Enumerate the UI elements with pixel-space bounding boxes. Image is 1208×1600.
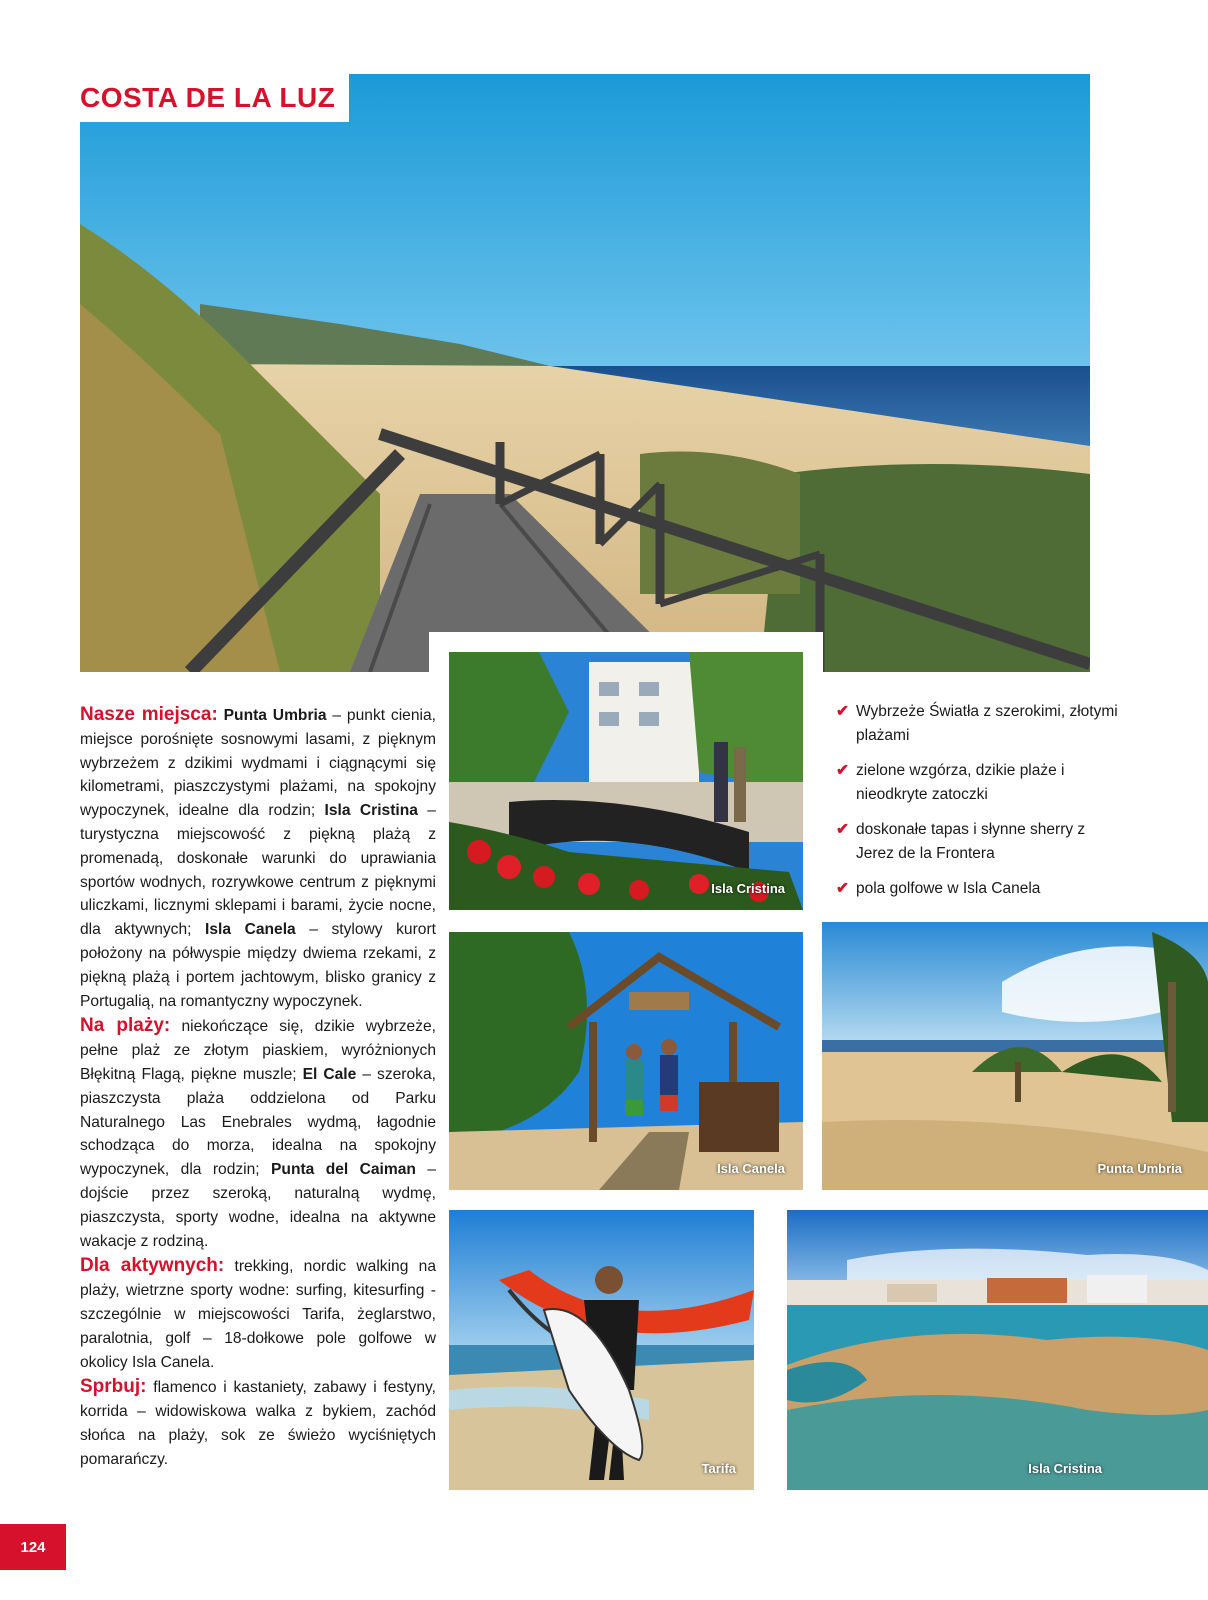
photo-isla-canela-gate [449, 932, 803, 1190]
body-text: flamenco i kastaniety, zabawy i festyny, korrida – widowiskowa walka z bykiem, zachód słońca na plaży, sok ze świeżo wyciśniętych pomarańczy. [80, 1379, 436, 1468]
highlight-text: zielone wzgórza, dzikie plaże i nieodkryte zatoczki [856, 762, 1065, 803]
place-name: Isla Cristina [324, 802, 418, 820]
section-heading: Na plaży: [80, 1015, 171, 1037]
highlight-item [836, 818, 1126, 866]
checkmark-icon: ✔ [836, 762, 849, 779]
body-text: – dojście przez szeroką, naturalną wydmę, piaszczysta, sporty wodne, idealna na aktywne wakacje z rodziną. [80, 1161, 436, 1250]
body-text: – turystyczna miejscowość z piękną plażą z promenadą, doskonałe warunki do uprawiania sportów wodnych, rozrywkowe centrum z pięknymi uliczkami, licznymi sklepami i barami, życie nocne, dla aktywnych; [80, 802, 436, 939]
page-title-box [80, 74, 349, 122]
section-heading: Dla aktywnych: [80, 1255, 225, 1277]
photo-isla-cristina-shore [787, 1210, 1208, 1490]
section-dla-aktywnych [80, 1254, 436, 1374]
page-title: COSTA DE LA LUZ [80, 82, 336, 113]
section-na-plazy [80, 1014, 436, 1253]
photo-caption: Isla Canela [717, 1161, 785, 1176]
section-nasze-miejsca [80, 703, 436, 1013]
checkmark-icon: ✔ [836, 703, 849, 720]
body-text: – punkt cienia, miejsce porośnięte sosnowymi lasami, z pięknym wybrzeżem z dzikimi wydmami i ciągnącymi się kilometrami, piaszczystymi plażami, na spokojny wypoczynek, idealne dla rodzin; [80, 707, 437, 820]
section-heading: Sprbuj: [80, 1376, 147, 1398]
photo-caption: Isla Cristina [1028, 1461, 1102, 1476]
place-name: Punta Umbria [223, 707, 327, 724]
highlights-list [836, 700, 1126, 912]
place-name: Punta del Caiman [271, 1161, 416, 1179]
highlight-item [836, 759, 1126, 807]
section-sprobuj [80, 1375, 436, 1471]
checkmark-icon: ✔ [836, 821, 849, 838]
place-name: Isla Canela [205, 921, 296, 939]
body-text: niekończące się, dzikie wybrzeże, pełne plaż ze złotym piaskiem, wyróżnionych Błękitną Flagą, piękne muszle; [80, 1018, 436, 1083]
checkmark-icon: ✔ [836, 880, 849, 897]
body-text: – szeroka, piaszczysta plaża oddzielona od Parku Naturalnego Las Enebrales wydmą, łagodnie schodząca do morza, idealna na spokojny wypoczynek, dla rodzin; [80, 1065, 436, 1179]
highlight-text: pola golfowe w Isla Canela [856, 880, 1041, 897]
photo-caption: Punta Umbria [1097, 1161, 1182, 1176]
highlight-text: doskonałe tapas i słynne sherry z Jerez de la Frontera [856, 821, 1086, 862]
body-text: trekking, nordic walking na plaży, wietrzne sporty wodne: surfing, kitesurfing - szczególnie w miejscowości Tarifa, żeglarstwo, paralotnia, golf – 18-dołkowe pole golfowe w okolicy Isla Canela. [80, 1258, 436, 1371]
highlight-item [836, 877, 1126, 901]
photo-punta-umbria-beach [822, 922, 1208, 1190]
article-text [80, 703, 436, 1473]
photo-tarifa-surfer [449, 1210, 754, 1490]
highlight-text: Wybrzeże Światła z szerokimi, złotymi plażami [856, 703, 1118, 744]
highlight-item [836, 700, 1126, 748]
photo-isla-cristina-street [449, 652, 803, 910]
photo-caption: Isla Cristina [711, 881, 785, 896]
place-name: El Cale [302, 1065, 357, 1083]
photo-caption: Tarifa [701, 1461, 736, 1476]
page-number: 124 [0, 1524, 66, 1570]
hero-photo-boardwalk [80, 74, 1090, 672]
section-heading: Nasze miejsca: [80, 704, 218, 725]
body-text: – stylowy kurort położony na półwyspie między dwiema rzekami, z piękną plażą i portem jachtowym, blisko granicy z Portugalią, na romantyczny wypoczynek. [80, 921, 436, 1010]
